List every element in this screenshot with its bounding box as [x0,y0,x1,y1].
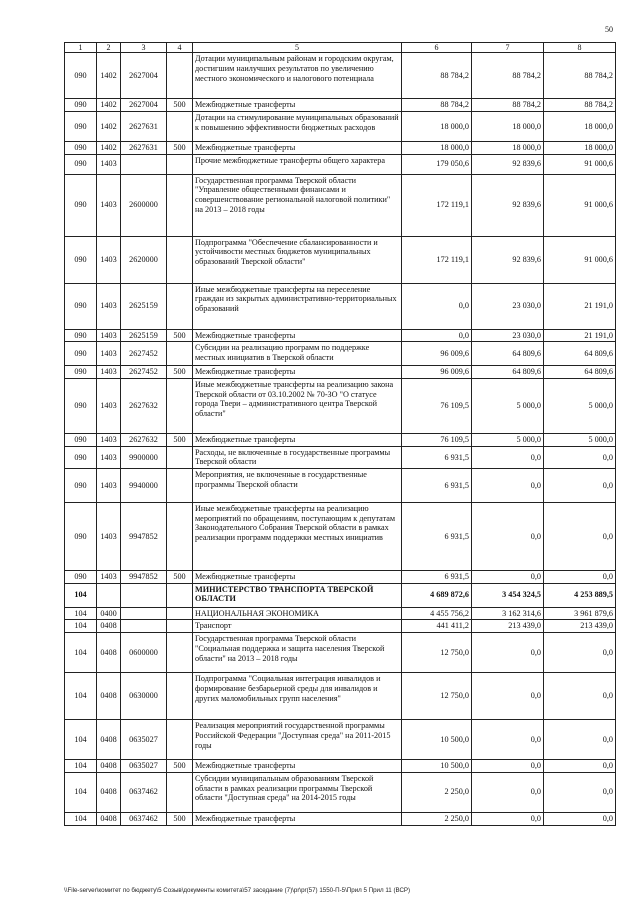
table-row [65,112,616,142]
amount-col6-cell: 10 500,0 [402,760,472,773]
file-path-footer: \\File-server\комитет по бюджету\5 Созыв\документы комитета\57 заседание (7)\pr\pr(57) 1550-П-5\Прил 5 Прил 11 (ВСР) [64,887,411,894]
code-section-cell: 1403 [97,236,121,283]
code-gov-cell: 090 [65,154,97,174]
code-type-cell: 500 [167,366,193,379]
code-gov-cell: 090 [65,342,97,366]
code-type-cell: 500 [167,99,193,112]
amount-col8-cell: 0,0 [544,503,616,571]
description-cell: Расходы, не включенные в государственные программы Тверской области [193,446,402,468]
table-row [65,583,616,607]
description-cell: Субсидии муниципальным образованиям Тверской области в рамках реализации программы Тверской области "Доступная среда" на 2014-2015 годы [193,772,402,812]
code-type-cell [167,53,193,99]
amount-col6-cell: 88 784,2 [402,99,472,112]
code-section-cell: 0408 [97,620,121,633]
table-row [65,342,616,366]
description-cell: Иные межбюджетные трансферты на реализацию мероприятий по обращениям, поступающим к депутатам Законодательного Собрания Тверской области в рамках реализации программ поддержки местных инициатив [193,503,402,571]
amount-col7-cell: 0,0 [472,446,544,468]
header-cell: 3 [121,43,167,53]
code-target-cell: 0637462 [121,772,167,812]
code-type-cell [167,607,193,620]
amount-col7-cell: 92 839,6 [472,236,544,283]
table-row [65,99,616,112]
amount-col7-cell: 0,0 [472,772,544,812]
code-target-cell: 0637462 [121,812,167,825]
amount-col8-cell: 0,0 [544,720,616,760]
code-gov-cell: 104 [65,673,97,720]
amount-col7-cell: 18 000,0 [472,142,544,155]
amount-col7-cell: 88 784,2 [472,99,544,112]
code-type-cell [167,673,193,720]
code-gov-cell: 104 [65,812,97,825]
description-cell: Государственная программа Тверской области "Социальная поддержка и защита населения Тверской области" на 2013 – 2018 годы [193,633,402,673]
code-type-cell [167,772,193,812]
code-section-cell: 1403 [97,434,121,447]
code-type-cell [167,342,193,366]
amount-col6-cell: 76 109,5 [402,434,472,447]
amount-col7-cell: 92 839,6 [472,154,544,174]
code-section-cell: 1403 [97,379,121,434]
code-gov-cell: 104 [65,633,97,673]
amount-col8-cell: 18 000,0 [544,142,616,155]
amount-col6-cell: 4 455 756,2 [402,607,472,620]
code-section-cell: 0408 [97,760,121,773]
code-target-cell: 2627632 [121,379,167,434]
amount-col7-cell: 213 439,0 [472,620,544,633]
table-row [65,673,616,720]
description-cell: Межбюджетные трансферты [193,760,402,773]
code-type-cell [167,283,193,329]
amount-col7-cell: 64 809,6 [472,366,544,379]
code-gov-cell: 090 [65,236,97,283]
amount-col7-cell: 64 809,6 [472,342,544,366]
amount-col6-cell: 2 250,0 [402,812,472,825]
code-gov-cell: 090 [65,142,97,155]
amount-col6-cell: 12 750,0 [402,633,472,673]
code-section-cell: 0408 [97,633,121,673]
code-type-cell [167,112,193,142]
code-target-cell: 0600000 [121,633,167,673]
code-type-cell [167,469,193,503]
description-cell: Дотации муниципальным районам и городским округам, достигшим наилучших результатов по увеличению местного экономического и налогового потенциала [193,53,402,99]
table-row [65,469,616,503]
code-section-cell: 1402 [97,99,121,112]
description-cell: Прочие межбюджетные трансферты общего характера [193,154,402,174]
code-target-cell: 2627452 [121,366,167,379]
description-cell: Мероприятия, не включенные в государственные программы Тверской области [193,469,402,503]
amount-col6-cell: 4 689 872,6 [402,583,472,607]
code-gov-cell: 090 [65,366,97,379]
code-gov-cell: 090 [65,571,97,584]
table-row [65,174,616,236]
description-cell: Межбюджетные трансферты [193,571,402,584]
code-type-cell: 500 [167,571,193,584]
amount-col7-cell: 0,0 [472,812,544,825]
code-type-cell: 500 [167,760,193,773]
amount-col6-cell: 6 931,5 [402,446,472,468]
amount-col7-cell: 23 030,0 [472,283,544,329]
amount-col8-cell: 0,0 [544,446,616,468]
code-type-cell: 500 [167,142,193,155]
amount-col8-cell: 88 784,2 [544,99,616,112]
code-target-cell: 9940000 [121,469,167,503]
amount-col6-cell: 172 119,1 [402,236,472,283]
description-cell: Межбюджетные трансферты [193,329,402,342]
budget-table [64,42,616,826]
amount-col6-cell: 10 500,0 [402,720,472,760]
description-cell: Межбюджетные трансферты [193,366,402,379]
code-section-cell: 1403 [97,174,121,236]
header-row [65,43,616,53]
amount-col8-cell: 64 809,6 [544,342,616,366]
code-target-cell: 2627632 [121,434,167,447]
table-row [65,366,616,379]
code-type-cell [167,720,193,760]
code-target-cell: 9947852 [121,571,167,584]
code-section-cell: 1403 [97,342,121,366]
code-target-cell: 9947852 [121,503,167,571]
code-gov-cell: 090 [65,434,97,447]
code-type-cell: 500 [167,812,193,825]
amount-col6-cell: 76 109,5 [402,379,472,434]
amount-col6-cell: 88 784,2 [402,53,472,99]
amount-col6-cell: 172 119,1 [402,174,472,236]
amount-col8-cell: 3 961 879,6 [544,607,616,620]
description-cell: Межбюджетные трансферты [193,434,402,447]
table-row [65,571,616,584]
description-cell: Иные межбюджетные трансферты на реализацию закона Тверской области от 03.10.2002 № 70-ЗО "О статусе города Твери – административного центра Тверской области" [193,379,402,434]
code-type-cell: 500 [167,434,193,447]
code-gov-cell: 090 [65,283,97,329]
header-cell: 1 [65,43,97,53]
code-section-cell: 1403 [97,283,121,329]
table-row [65,772,616,812]
amount-col7-cell: 5 000,0 [472,434,544,447]
amount-col8-cell: 0,0 [544,673,616,720]
code-gov-cell: 090 [65,112,97,142]
table-row [65,620,616,633]
amount-col6-cell: 0,0 [402,329,472,342]
description-cell: Межбюджетные трансферты [193,142,402,155]
code-type-cell [167,620,193,633]
table-row [65,760,616,773]
code-section-cell: 1402 [97,142,121,155]
amount-col7-cell: 92 839,6 [472,174,544,236]
amount-col7-cell: 5 000,0 [472,379,544,434]
code-target-cell [121,620,167,633]
amount-col7-cell: 0,0 [472,673,544,720]
description-cell: Транспорт [193,620,402,633]
description-cell: Подпрограмма "Обеспечение сбалансированности и устойчивости местных бюджетов муниципальных образований Тверской области" [193,236,402,283]
header-cell: 8 [544,43,616,53]
amount-col8-cell: 0,0 [544,469,616,503]
code-target-cell: 2625159 [121,283,167,329]
code-type-cell [167,174,193,236]
amount-col8-cell: 91 000,6 [544,236,616,283]
code-section-cell [97,583,121,607]
amount-col6-cell: 12 750,0 [402,673,472,720]
amount-col8-cell: 0,0 [544,760,616,773]
amount-col8-cell: 21 191,0 [544,329,616,342]
code-target-cell: 9900000 [121,446,167,468]
amount-col6-cell: 18 000,0 [402,112,472,142]
code-gov-cell: 090 [65,379,97,434]
code-section-cell: 1403 [97,154,121,174]
code-target-cell: 0635027 [121,720,167,760]
code-type-cell [167,154,193,174]
amount-col7-cell: 23 030,0 [472,329,544,342]
description-cell: НАЦИОНАЛЬНАЯ ЭКОНОМИКА [193,607,402,620]
code-target-cell [121,583,167,607]
code-gov-cell: 090 [65,503,97,571]
code-gov-cell: 104 [65,772,97,812]
amount-col7-cell: 88 784,2 [472,53,544,99]
amount-col7-cell: 0,0 [472,469,544,503]
code-gov-cell: 104 [65,620,97,633]
code-gov-cell: 090 [65,469,97,503]
description-cell: Государственная программа Тверской области "Управление общественными финансами и совершенствование региональной налоговой политики" на 2013 – 2018 годы [193,174,402,236]
table-row [65,142,616,155]
amount-col6-cell: 96 009,6 [402,342,472,366]
amount-col6-cell: 18 000,0 [402,142,472,155]
code-target-cell: 2627004 [121,99,167,112]
amount-col7-cell: 0,0 [472,633,544,673]
description-cell: Дотации на стимулирование муниципальных образований к повышению эффективности бюджетных расходов [193,112,402,142]
amount-col8-cell: 5 000,0 [544,434,616,447]
code-target-cell: 0630000 [121,673,167,720]
amount-col6-cell: 96 009,6 [402,366,472,379]
amount-col7-cell: 18 000,0 [472,112,544,142]
table-row [65,379,616,434]
code-section-cell: 1403 [97,446,121,468]
code-target-cell: 2600000 [121,174,167,236]
amount-col6-cell: 2 250,0 [402,772,472,812]
code-type-cell [167,583,193,607]
header-cell: 6 [402,43,472,53]
code-target-cell: 2627631 [121,142,167,155]
description-cell: МИНИСТЕРСТВО ТРАНСПОРТА ТВЕРСКОЙ ОБЛАСТИ [193,583,402,607]
amount-col8-cell: 18 000,0 [544,112,616,142]
code-type-cell [167,633,193,673]
description-cell: Реализация мероприятий государственной программы Российской Федерации "Доступная среда" на 2011-2015 годы [193,720,402,760]
code-gov-cell: 090 [65,99,97,112]
code-gov-cell: 090 [65,329,97,342]
code-target-cell: 2627452 [121,342,167,366]
code-target-cell [121,154,167,174]
amount-col8-cell: 4 253 889,5 [544,583,616,607]
code-type-cell [167,236,193,283]
table-row [65,236,616,283]
amount-col8-cell: 0,0 [544,812,616,825]
code-section-cell: 0400 [97,607,121,620]
amount-col8-cell: 91 000,6 [544,154,616,174]
code-section-cell: 0408 [97,772,121,812]
header-cell: 7 [472,43,544,53]
header-cell: 4 [167,43,193,53]
code-target-cell: 2625159 [121,329,167,342]
code-target-cell: 2627631 [121,112,167,142]
code-gov-cell: 090 [65,53,97,99]
amount-col8-cell: 0,0 [544,772,616,812]
code-section-cell: 0408 [97,720,121,760]
table-row [65,434,616,447]
amount-col6-cell: 6 931,5 [402,469,472,503]
code-section-cell: 1403 [97,571,121,584]
code-target-cell: 2620000 [121,236,167,283]
code-gov-cell: 104 [65,607,97,620]
table-row [65,503,616,571]
table-row [65,53,616,99]
code-target-cell [121,607,167,620]
table-row [65,283,616,329]
table-row [65,633,616,673]
code-gov-cell: 104 [65,720,97,760]
amount-col8-cell: 213 439,0 [544,620,616,633]
amount-col7-cell: 0,0 [472,571,544,584]
code-gov-cell: 104 [65,583,97,607]
code-section-cell: 0408 [97,673,121,720]
code-target-cell: 2627004 [121,53,167,99]
description-cell: Иные межбюджетные трансферты на переселение граждан из закрытых административно-территориальных образований [193,283,402,329]
header-cell: 2 [97,43,121,53]
code-gov-cell: 090 [65,446,97,468]
amount-col8-cell: 5 000,0 [544,379,616,434]
amount-col6-cell: 6 931,5 [402,503,472,571]
amount-col7-cell: 0,0 [472,503,544,571]
amount-col6-cell: 0,0 [402,283,472,329]
table-row [65,720,616,760]
description-cell: Межбюджетные трансферты [193,812,402,825]
table-row [65,812,616,825]
description-cell: Субсидии на реализацию программ по поддержке местных инициатив в Тверской области [193,342,402,366]
amount-col7-cell: 0,0 [472,760,544,773]
code-gov-cell: 090 [65,174,97,236]
code-section-cell: 0408 [97,812,121,825]
amount-col6-cell: 6 931,5 [402,571,472,584]
code-type-cell [167,446,193,468]
page-number: 50 [605,25,613,34]
table-row [65,329,616,342]
code-section-cell: 1402 [97,53,121,99]
description-cell: Межбюджетные трансферты [193,99,402,112]
amount-col7-cell: 3 162 314,6 [472,607,544,620]
amount-col7-cell: 0,0 [472,720,544,760]
amount-col8-cell: 91 000,6 [544,174,616,236]
table-row [65,446,616,468]
amount-col6-cell: 179 050,6 [402,154,472,174]
code-section-cell: 1403 [97,329,121,342]
amount-col8-cell: 0,0 [544,571,616,584]
code-section-cell: 1403 [97,503,121,571]
header-cell: 5 [193,43,402,53]
code-type-cell: 500 [167,329,193,342]
amount-col8-cell: 88 784,2 [544,53,616,99]
code-target-cell: 0635027 [121,760,167,773]
code-gov-cell: 104 [65,760,97,773]
code-section-cell: 1402 [97,112,121,142]
table-row [65,607,616,620]
amount-col8-cell: 21 191,0 [544,283,616,329]
description-cell: Подпрограмма "Социальная интеграция инвалидов и формирование безбарьерной среды для инвалидов и других маломобильных групп населения" [193,673,402,720]
code-section-cell: 1403 [97,366,121,379]
code-type-cell [167,503,193,571]
code-section-cell: 1403 [97,469,121,503]
amount-col7-cell: 3 454 324,5 [472,583,544,607]
amount-col8-cell: 64 809,6 [544,366,616,379]
amount-col6-cell: 441 411,2 [402,620,472,633]
table-row [65,154,616,174]
amount-col8-cell: 0,0 [544,633,616,673]
code-type-cell [167,379,193,434]
